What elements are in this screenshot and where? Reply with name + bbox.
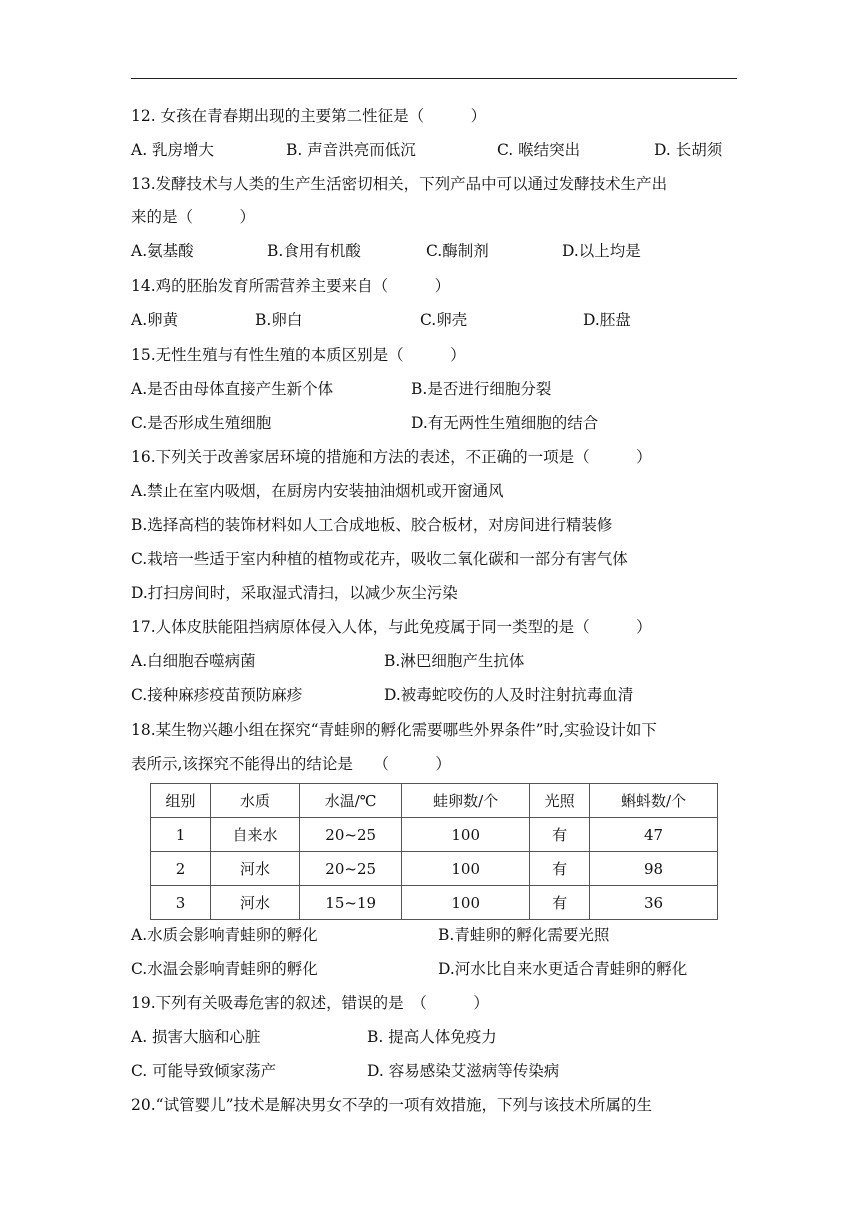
option-b[interactable]: B.选择高档的装饰材料如人工合成地板、胶合板材，对房间进行精装修 — [131, 516, 613, 534]
option-c[interactable]: C. 可能导致倾家荡产 — [131, 1062, 277, 1080]
option-c[interactable]: C.接种麻疹疫苗预防麻疹 — [131, 686, 303, 704]
question-12-stem: 12. 女孩在青春期出现的主要第二性征是（ ） — [131, 107, 487, 125]
option-d[interactable]: D. 长胡须 — [654, 141, 723, 159]
table-cell: 100 — [402, 886, 530, 920]
table-cell: 15~19 — [300, 886, 402, 920]
option-a[interactable]: A.卵黄 — [131, 311, 179, 329]
table-row — [151, 852, 718, 886]
question-15-options-row2 — [131, 411, 751, 435]
table-cell: 河水 — [211, 852, 300, 886]
option-d[interactable]: D.胚盘 — [583, 311, 631, 329]
experiment-table — [150, 783, 718, 920]
option-b[interactable]: B.淋巴细胞产生抗体 — [384, 652, 525, 670]
question-16-stem: 16.下列关于改善家居环境的措施和方法的表述，不正确的一项是（ ） — [131, 448, 652, 466]
option-a[interactable]: A. 乳房增大 — [131, 141, 215, 159]
option-c[interactable]: C.是否形成生殖细胞 — [131, 414, 272, 432]
question-12-options — [131, 138, 751, 162]
option-a[interactable]: A.白细胞吞噬病菌 — [131, 652, 256, 670]
table-cell: 100 — [402, 818, 530, 852]
option-c[interactable]: C.水温会影响青蛙卵的孵化 — [131, 960, 318, 978]
question-18-stem-line1: 18.某生物兴趣小组在探究“青蛙卵的孵化需要哪些外界条件”时,实验设计如下 — [131, 721, 657, 739]
option-c[interactable]: C.酶制剂 — [426, 242, 489, 260]
table-header-cell: 水质 — [211, 784, 300, 818]
header-rule — [131, 78, 737, 79]
option-b[interactable]: B.食用有机酸 — [267, 242, 361, 260]
option-c[interactable]: C. 喉结突出 — [497, 141, 581, 159]
table-cell: 有 — [530, 886, 590, 920]
table-header-cell: 蝌蚪数/个 — [590, 784, 718, 818]
option-b[interactable]: B. 声音洪亮而低沉 — [286, 141, 416, 159]
table-cell: 100 — [402, 852, 530, 886]
table-cell: 有 — [530, 852, 590, 886]
question-18-stem-line2: 表所示,该探究不能得出的结论是 （ ） — [131, 755, 451, 773]
table-header-cell: 蛙卵数/个 — [402, 784, 530, 818]
question-18-options-row1 — [131, 923, 751, 947]
question-15-options-row1 — [131, 377, 751, 401]
table-cell: 98 — [590, 852, 718, 886]
option-a[interactable]: A.水质会影响青蛙卵的孵化 — [131, 926, 318, 944]
question-18-options-row2 — [131, 957, 751, 981]
question-15-stem: 15.无性生殖与有性生殖的本质区别是（ ） — [131, 346, 466, 364]
option-d[interactable]: D.被毒蛇咬伤的人及时注射抗毒血清 — [384, 686, 634, 704]
question-17-options-row1 — [131, 649, 751, 673]
question-13-stem-line1: 13.发酵技术与人类的生产生活密切相关，下列产品中可以通过发酵技术生产出 — [131, 175, 668, 193]
table-cell: 3 — [151, 886, 211, 920]
question-13-stem-line2: 来的是（ ） — [131, 208, 256, 226]
question-19-stem: 19.下列有关吸毒危害的叙述，错误的是 （ ） — [131, 994, 489, 1012]
option-d[interactable]: D.以上均是 — [562, 242, 641, 260]
option-a[interactable]: A. 损害大脑和心脏 — [131, 1028, 261, 1046]
question-17-stem: 17.人体皮肤能阻挡病原体侵入人体，与此免疫属于同一类型的是（ ） — [131, 618, 652, 636]
table-header-cell: 光照 — [530, 784, 590, 818]
option-d[interactable]: D.有无两性生殖细胞的结合 — [411, 414, 599, 432]
option-b[interactable]: B. 提高人体免疫力 — [367, 1028, 497, 1046]
question-20-stem: 20.“试管婴儿”技术是解决男女不孕的一项有效措施，下列与该技术所属的生 — [131, 1096, 653, 1114]
option-b[interactable]: B.卵白 — [255, 311, 303, 329]
table-header-row — [151, 784, 718, 818]
option-c[interactable]: C.卵壳 — [420, 311, 468, 329]
option-d[interactable]: D. 容易感染艾滋病等传染病 — [367, 1062, 560, 1080]
table-cell: 1 — [151, 818, 211, 852]
table-header-cell: 水温/℃ — [300, 784, 402, 818]
option-a[interactable]: A.是否由母体直接产生新个体 — [131, 380, 334, 398]
option-d[interactable]: D.河水比自来水更适合青蛙卵的孵化 — [438, 960, 688, 978]
option-c[interactable]: C.栽培一些适于室内种植的植物或花卉，吸收二氧化碳和一部分有害气体 — [131, 550, 628, 568]
option-a[interactable]: A.禁止在室内吸烟，在厨房内安装抽油烟机或开窗通风 — [131, 482, 504, 500]
table-row — [151, 886, 718, 920]
question-13-options — [131, 239, 751, 263]
table-cell: 2 — [151, 852, 211, 886]
table-cell: 20~25 — [300, 852, 402, 886]
option-b[interactable]: B.是否进行细胞分裂 — [411, 380, 552, 398]
question-14-options — [131, 308, 751, 332]
table-cell: 有 — [530, 818, 590, 852]
question-17-options-row2 — [131, 683, 751, 707]
question-19-options-row2 — [131, 1059, 751, 1083]
table-cell: 47 — [590, 818, 718, 852]
question-14-stem: 14.鸡的胚胎发育所需营养主要来自（ ） — [131, 277, 451, 295]
table-cell: 自来水 — [211, 818, 300, 852]
table-cell: 河水 — [211, 886, 300, 920]
option-b[interactable]: B.青蛙卵的孵化需要光照 — [438, 926, 610, 944]
question-19-options-row1 — [131, 1025, 751, 1049]
option-a[interactable]: A.氨基酸 — [131, 242, 194, 260]
option-d[interactable]: D.打扫房间时，采取湿式清扫，以减少灰尘污染 — [131, 584, 458, 602]
table-row — [151, 818, 718, 852]
table-header-cell: 组别 — [151, 784, 211, 818]
table-cell: 20~25 — [300, 818, 402, 852]
table-cell: 36 — [590, 886, 718, 920]
